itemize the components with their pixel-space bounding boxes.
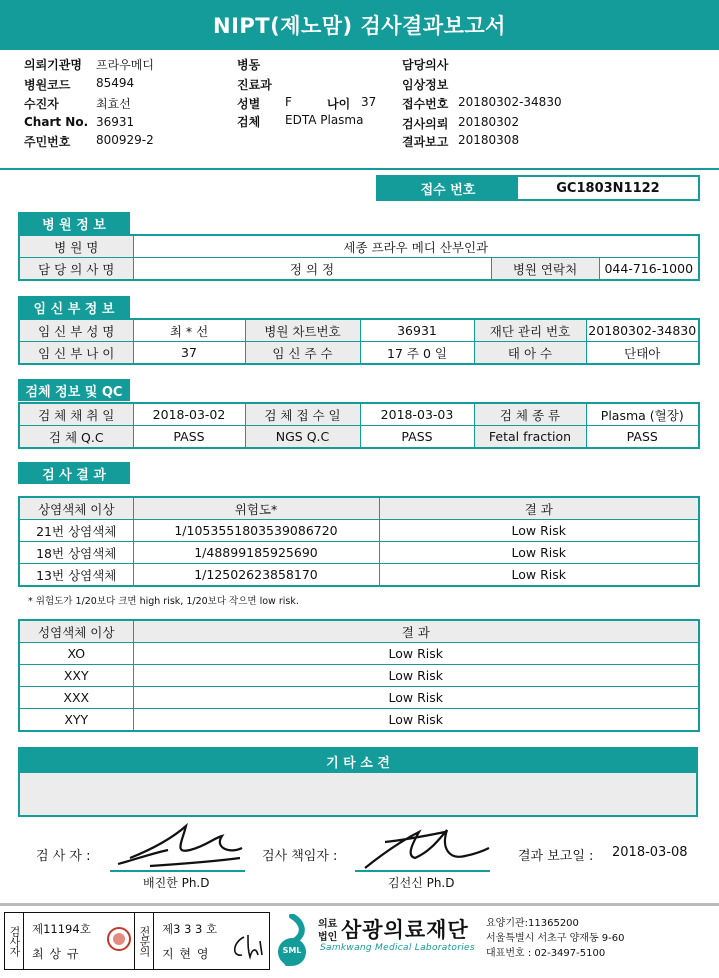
- footer-divider: [0, 903, 719, 906]
- table-row: [19, 709, 699, 732]
- org-logo-icon: [272, 914, 312, 966]
- risk-footnote: * 위험도가 1/20보다 크면 high risk, 1/20보다 작으면 low risk.: [28, 596, 299, 607]
- mgmt-label: 재단 관리 번호: [474, 319, 586, 342]
- table-row: [19, 520, 699, 542]
- hospital-table: [18, 234, 700, 281]
- chrom-name: 21번 상염색체: [19, 520, 133, 542]
- report-date-sig-value: 2018-03-08: [612, 845, 688, 860]
- request-date-value: 20180302: [458, 115, 520, 129]
- report-date-label: 결과보고: [402, 135, 449, 149]
- specimen-table: [18, 402, 700, 449]
- result-value: Low Risk: [379, 542, 699, 564]
- collect-value: 2018-03-02: [133, 403, 245, 426]
- receipt-no-label: 접수번호: [402, 97, 449, 111]
- table-row: [19, 665, 699, 687]
- license-box: [4, 912, 270, 970]
- license2-no: 제3 3 3 호: [162, 922, 218, 936]
- doctor-name-label: 담 당 의 사 명: [19, 258, 133, 281]
- results-section-title: 검 사 결 과: [18, 462, 130, 484]
- sex-chrom-result: Low Risk: [133, 687, 699, 709]
- results-table: [18, 496, 700, 587]
- ff-value: PASS: [586, 426, 699, 449]
- sex-chrom-table: [18, 619, 700, 732]
- license2-name: 지 현 영: [162, 947, 210, 961]
- chrom-name: 18번 상염색체: [19, 542, 133, 564]
- id-no-label: 주민번호: [24, 135, 71, 149]
- patient-name-value: 최 * 선: [133, 319, 245, 342]
- license2: [154, 913, 269, 969]
- examiner-signature: [110, 820, 250, 872]
- results-header-result: 결 과: [379, 497, 699, 520]
- license1-side: 검사자: [5, 913, 24, 969]
- sex-chrom-result: Low Risk: [133, 643, 699, 665]
- chart-no-value: 36931: [96, 115, 135, 129]
- collect-label: 검 체 채 취 일: [19, 403, 133, 426]
- doctor-label: 담당의사: [402, 58, 449, 72]
- chart-no-label: Chart No.: [24, 115, 89, 129]
- org-address: 서울특별시 서초구 양재동 9-60: [486, 933, 625, 944]
- doctor-name-value: 정 의 정: [133, 258, 491, 281]
- type-value: Plasma (혈장): [586, 403, 699, 426]
- other-findings-box: [18, 747, 698, 817]
- request-date-label: 검사의뢰: [402, 117, 449, 131]
- receipt-label: 접수 번호: [378, 177, 518, 199]
- sex-chrom-name: XXY: [19, 665, 133, 687]
- report-title: NIPT(제노맘) 검사결과보고서: [0, 0, 719, 50]
- patient-table: [18, 318, 700, 365]
- sex-value: F: [285, 95, 292, 109]
- age-label: 나이: [327, 97, 351, 111]
- receipt-box: [376, 175, 700, 201]
- mgmt-value: 20180302-34830: [586, 319, 699, 342]
- hospital-name-label: 의뢰기관명: [24, 58, 82, 72]
- header-info: [0, 50, 719, 170]
- table-row: [19, 643, 699, 665]
- license1: [24, 913, 135, 969]
- contact-value: 044-716-1000: [599, 258, 699, 281]
- org-name: 삼광의료재단: [341, 918, 469, 942]
- org-logo-badge: SML: [282, 946, 302, 955]
- license2-side: 전문의: [135, 913, 154, 969]
- hospital-name-value: 세종 프라우 메디 산부인과: [133, 235, 699, 258]
- responsible-signature: [355, 822, 495, 872]
- patient-age-label: 임 신 부 나 이: [19, 342, 133, 365]
- ff-label: Fetal fraction: [474, 426, 586, 449]
- qc-value: PASS: [133, 426, 245, 449]
- hospital-code-label: 병원코드: [24, 78, 71, 92]
- responsible-name: 김선신 Ph.D: [388, 876, 455, 890]
- org-code: 요양기관:11365200: [486, 918, 579, 929]
- other-findings-content: [20, 773, 696, 815]
- fetus-label: 태 아 수: [474, 342, 586, 365]
- examiner-label: 검 사 자 :: [36, 849, 91, 864]
- responsible-label: 검사 책임자 :: [262, 849, 338, 864]
- license1-name: 최 상 규: [32, 947, 80, 961]
- sex-header-chrom: 성염색체 이상: [19, 620, 133, 643]
- receipt-no-value: 20180302-34830: [458, 95, 562, 109]
- examiner-name: 배진한 Ph.D: [143, 876, 210, 890]
- examiner-line: [110, 870, 245, 872]
- contact-label: 병원 연락처: [491, 258, 599, 281]
- type-label: 검 체 종 류: [474, 403, 586, 426]
- id-no-value: 800929-2: [96, 133, 154, 147]
- report-date-value: 20180308: [458, 133, 520, 147]
- chart-value: 36931: [360, 319, 474, 342]
- receive-value: 2018-03-03: [360, 403, 474, 426]
- org-prefix-1: 의료: [318, 919, 338, 930]
- results-header-chrom: 상염색체 이상: [19, 497, 133, 520]
- dept-label: 진료과: [237, 78, 272, 92]
- specimen-value: EDTA Plasma: [285, 113, 364, 127]
- org-logo: [272, 914, 312, 966]
- specimen-label: 검체: [237, 115, 261, 129]
- receive-label: 검 체 접 수 일: [245, 403, 360, 426]
- sex-label: 성별: [237, 97, 261, 111]
- report-date-sig-label: 결과 보고일 :: [518, 849, 594, 864]
- other-findings-title: 기 타 소 견: [20, 749, 696, 773]
- hospital-section-title: 병 원 정 보: [18, 212, 130, 234]
- clinical-info-label: 임상정보: [402, 78, 449, 92]
- org-prefix: [318, 918, 337, 944]
- specialist-signature: [226, 931, 266, 961]
- responsible-line: [355, 870, 490, 872]
- license1-no: 제11194호: [32, 922, 91, 936]
- specimen-section-title: 검체 정보 및 QC: [18, 379, 130, 401]
- patient-value: 최효선: [96, 97, 131, 111]
- patient-age-value: 37: [133, 342, 245, 365]
- hospital-name-value: 프라우메디: [96, 58, 154, 72]
- results-header-risk: 위험도*: [133, 497, 379, 520]
- sex-chrom-result: Low Risk: [133, 665, 699, 687]
- risk-value: 1/1053551803539086720: [133, 520, 379, 542]
- hospital-name-label: 병 원 명: [19, 235, 133, 258]
- qc-label: 검 체 Q.C: [19, 426, 133, 449]
- ngs-label: NGS Q.C: [245, 426, 360, 449]
- patient-label: 수진자: [24, 97, 59, 111]
- org-tel: 대표번호 : 02-3497-5100: [486, 948, 606, 959]
- age-value: 37: [361, 95, 377, 109]
- ngs-value: PASS: [360, 426, 474, 449]
- org-english-name: Samkwang Medical Laboratories: [320, 943, 475, 953]
- sex-chrom-name: XYY: [19, 709, 133, 732]
- patient-name-label: 임 신 부 성 명: [19, 319, 133, 342]
- risk-value: 1/48899185925690: [133, 542, 379, 564]
- result-value: Low Risk: [379, 520, 699, 542]
- table-row: [19, 564, 699, 587]
- sex-chrom-name: XO: [19, 643, 133, 665]
- result-value: Low Risk: [379, 564, 699, 587]
- chart-label: 병원 차트번호: [245, 319, 360, 342]
- org-contact: [486, 916, 625, 961]
- weeks-value: 17 주 0 일: [360, 342, 474, 365]
- org-prefix-2: 법인: [318, 932, 338, 943]
- hospital-code-value: 85494: [96, 76, 135, 90]
- risk-value: 1/12502623858170: [133, 564, 379, 587]
- official-seal: [106, 926, 132, 952]
- patient-section-title: 임 신 부 정 보: [18, 296, 130, 318]
- weeks-label: 임 신 주 수: [245, 342, 360, 365]
- sex-header-result: 결 과: [133, 620, 699, 643]
- sex-chrom-name: XXX: [19, 687, 133, 709]
- sex-chrom-result: Low Risk: [133, 709, 699, 732]
- table-row: [19, 687, 699, 709]
- table-row: [19, 542, 699, 564]
- ward-label: 병동: [237, 58, 261, 72]
- chrom-name: 13번 상염색체: [19, 564, 133, 587]
- receipt-value: GC1803N1122: [556, 180, 660, 196]
- fetus-value: 단태아: [586, 342, 699, 365]
